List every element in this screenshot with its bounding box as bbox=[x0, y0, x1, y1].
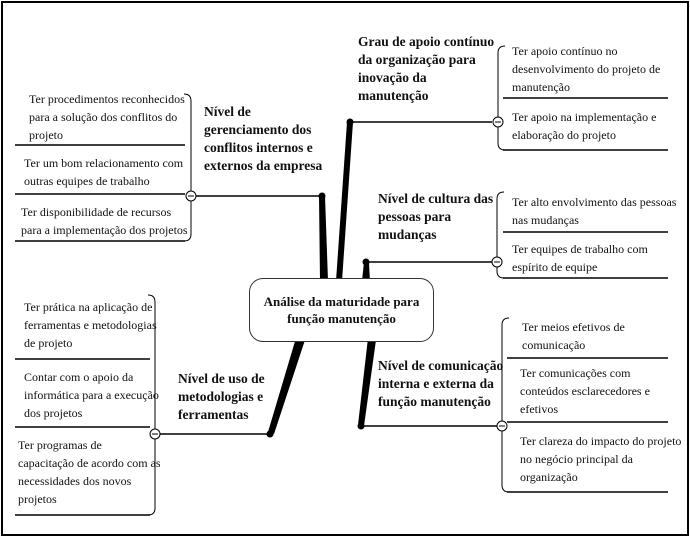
topic-comunicacao-title: Nível de comunicação interna e externa da função manutenção bbox=[378, 358, 504, 409]
topic-gerenciamento-title: Nível de gerenciamento dos conflitos internos e externos da empresa bbox=[204, 104, 323, 173]
item-apoio-2: Ter apoio na implementação e elaboração do projeto bbox=[512, 110, 657, 142]
item-cultura-2: Ter equipes de trabalho com espírito de equipe bbox=[512, 242, 648, 274]
topic-apoio-title: Grau de apoio contínuo da organização para inovação da manutenção bbox=[358, 34, 495, 103]
topic-metodologias-title: Nível de uso de metodologias e ferramentas bbox=[178, 371, 265, 422]
topic-cultura-title: Nível de cultura das pessoas para mudanças bbox=[378, 191, 494, 242]
item-metodologias-3: Ter programas de capacitação de acordo com as necessidades dos novos projetos bbox=[18, 438, 161, 506]
item-comunicacao-2: Ter comunicações com conteúdos esclarecedores e efetivos bbox=[520, 366, 650, 416]
item-comunicacao-3: Ter clareza do impacto do projeto no negócio principal da organização bbox=[520, 434, 682, 484]
item-comunicacao-1: Ter meios efetivos de comunicação bbox=[522, 320, 625, 352]
item-metodologias-1: Ter prática na aplicação de ferramentas e metodologias de projeto bbox=[24, 300, 157, 350]
item-gerenciamento-1: Ter procedimentos reconhecidos para a solução dos conflitos do projeto bbox=[29, 92, 185, 142]
branch-apoio bbox=[336, 122, 353, 281]
item-metodologias-2: Contar com o apoio da informática para a execução dos projetos bbox=[24, 370, 159, 420]
central-topic: Análise da maturidade para função manutenção bbox=[249, 278, 434, 342]
item-cultura-1: Ter alto envolvimento das pessoas nas mudanças bbox=[512, 195, 677, 227]
branch-gerenciamento bbox=[319, 196, 328, 281]
item-apoio-1: Ter apoio contínuo no desenvolvimento do projeto de manutenção bbox=[512, 44, 661, 94]
branch-comunicacao bbox=[358, 338, 376, 426]
branch-metodologias bbox=[268, 338, 305, 434]
item-gerenciamento-2: Ter um bom relacionamento com outras equipes de trabalho bbox=[24, 156, 184, 188]
item-gerenciamento-3: Ter disponibilidade de recursos para a implementação dos projetos bbox=[21, 205, 188, 237]
